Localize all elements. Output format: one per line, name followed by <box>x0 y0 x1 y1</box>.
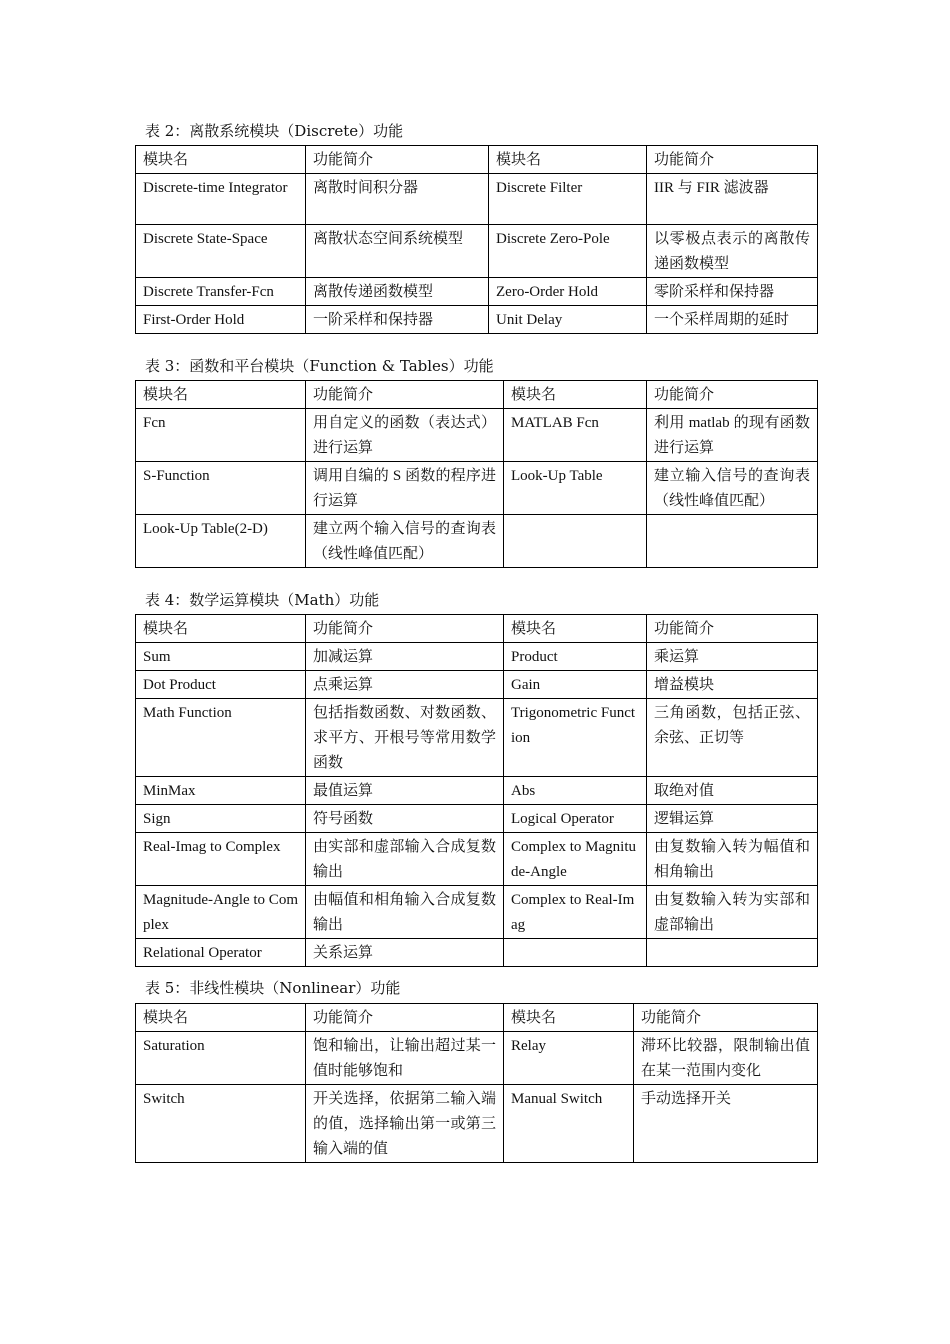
table-cell: Math Function <box>136 699 306 777</box>
header-cell: 模块名 <box>136 146 306 174</box>
header-cell: 模块名 <box>136 1004 306 1032</box>
table-cell <box>647 515 818 568</box>
table-cell: 由幅值和相角输入合成复数输出 <box>306 886 504 939</box>
table-cell: MATLAB Fcn <box>504 409 647 462</box>
header-cell: 功能简介 <box>306 381 504 409</box>
table-cell: 离散时间积分器 <box>306 174 489 225</box>
table-cell: Relay <box>504 1032 634 1085</box>
table-cell: 由实部和虚部输入合成复数输出 <box>306 833 504 886</box>
table-2-discrete <box>135 145 818 334</box>
header-cell: 模块名 <box>504 615 647 643</box>
table-cell: 乘运算 <box>647 643 818 671</box>
table-cell: 包括指数函数、对数函数、求平方、开根号等常用数学函数 <box>306 699 504 777</box>
table-cell: 三角函数，包括正弦、余弦、正切等 <box>647 699 818 777</box>
table-cell: Zero-Order Hold <box>489 278 647 306</box>
header-cell: 功能简介 <box>634 1004 818 1032</box>
table-5-caption: 表 5：非线性模块（Nonlinear）功能 <box>145 979 401 997</box>
header-cell: 功能简介 <box>647 381 818 409</box>
table-cell: MinMax <box>136 777 306 805</box>
table-cell: Discrete State-Space <box>136 225 306 278</box>
table-cell: S-Function <box>136 462 306 515</box>
table-cell: 符号函数 <box>306 805 504 833</box>
table-cell: Sum <box>136 643 306 671</box>
table-cell: Dot Product <box>136 671 306 699</box>
table-cell: 手动选择开关 <box>634 1085 818 1163</box>
table-row <box>136 805 818 833</box>
table-cell: 最值运算 <box>306 777 504 805</box>
table-cell: 开关选择，依据第二输入端的值，选择输出第一或第三输入端的值 <box>306 1085 504 1163</box>
table-cell: Discrete-time Integrator <box>136 174 306 225</box>
table-row <box>136 1032 818 1085</box>
table-cell: IIR 与 FIR 滤波器 <box>647 174 818 225</box>
table-4-math <box>135 614 818 967</box>
table-cell: 用自定义的函数（表达式）进行运算 <box>306 409 504 462</box>
table-cell: Look-Up Table <box>504 462 647 515</box>
table-row <box>136 671 818 699</box>
table-cell: Trigonometric Function <box>504 699 647 777</box>
table-cell: Manual Switch <box>504 1085 634 1163</box>
header-cell: 功能简介 <box>306 615 504 643</box>
table-3-caption: 表 3：函数和平台模块（Function & Tables）功能 <box>145 357 494 375</box>
header-cell: 模块名 <box>136 615 306 643</box>
header-cell: 功能简介 <box>306 1004 504 1032</box>
table-row <box>136 225 818 278</box>
table-row <box>136 939 818 967</box>
table-header-row <box>136 381 818 409</box>
table-cell: 以零极点表示的离散传递函数模型 <box>647 225 818 278</box>
table-cell: Look-Up Table(2-D) <box>136 515 306 568</box>
table-cell: Abs <box>504 777 647 805</box>
table-cell: Magnitude-Angle to Complex <box>136 886 306 939</box>
table-header-row <box>136 146 818 174</box>
header-cell: 模块名 <box>489 146 647 174</box>
table-row <box>136 886 818 939</box>
table-cell: Discrete Zero-Pole <box>489 225 647 278</box>
header-cell: 模块名 <box>136 381 306 409</box>
table-row <box>136 833 818 886</box>
table-cell: Product <box>504 643 647 671</box>
table-row <box>136 306 818 334</box>
table-cell: 一阶采样和保持器 <box>306 306 489 334</box>
table-cell: Sign <box>136 805 306 833</box>
table-header-row <box>136 1004 818 1032</box>
table-cell: 建立输入信号的查询表（线性峰值匹配） <box>647 462 818 515</box>
table-cell: Complex to Real-Imag <box>504 886 647 939</box>
table-cell: 点乘运算 <box>306 671 504 699</box>
table-cell: 零阶采样和保持器 <box>647 278 818 306</box>
table-cell: First-Order Hold <box>136 306 306 334</box>
table-row <box>136 643 818 671</box>
table-cell: 由复数输入转为幅值和相角输出 <box>647 833 818 886</box>
table-row <box>136 515 818 568</box>
table-cell <box>647 939 818 967</box>
table-cell: 加减运算 <box>306 643 504 671</box>
table-cell: Real-Imag to Complex <box>136 833 306 886</box>
table-cell: 建立两个输入信号的查询表（线性峰值匹配） <box>306 515 504 568</box>
header-cell: 功能简介 <box>647 615 818 643</box>
table-cell: Fcn <box>136 409 306 462</box>
table-cell: Saturation <box>136 1032 306 1085</box>
table-header-row <box>136 615 818 643</box>
table-cell: 一个采样周期的延时 <box>647 306 818 334</box>
table-cell: 调用自编的 S 函数的程序进行运算 <box>306 462 504 515</box>
table-row <box>136 1085 818 1163</box>
table-cell: Logical Operator <box>504 805 647 833</box>
table-cell: Switch <box>136 1085 306 1163</box>
table-cell: 滞环比较器，限制输出值在某一范围内变化 <box>634 1032 818 1085</box>
table-cell: Unit Delay <box>489 306 647 334</box>
table-cell: Discrete Transfer-Fcn <box>136 278 306 306</box>
table-cell: Discrete Filter <box>489 174 647 225</box>
header-cell: 模块名 <box>504 381 647 409</box>
table-cell: 离散状态空间系统模型 <box>306 225 489 278</box>
table-cell: 增益模块 <box>647 671 818 699</box>
table-3-function-tables <box>135 380 818 568</box>
table-row <box>136 409 818 462</box>
table-row <box>136 278 818 306</box>
table-2-caption: 表 2：离散系统模块（Discrete）功能 <box>145 122 404 140</box>
table-cell <box>504 939 647 967</box>
table-cell: 逻辑运算 <box>647 805 818 833</box>
table-cell <box>504 515 647 568</box>
table-5-nonlinear <box>135 1003 818 1163</box>
table-row <box>136 174 818 225</box>
table-4-caption: 表 4：数学运算模块（Math）功能 <box>145 591 380 609</box>
table-cell: 饱和输出，让输出超过某一值时能够饱和 <box>306 1032 504 1085</box>
header-cell: 功能简介 <box>647 146 818 174</box>
table-row <box>136 777 818 805</box>
table-cell: Complex to Magnitude-Angle <box>504 833 647 886</box>
table-cell: 由复数输入转为实部和虚部输出 <box>647 886 818 939</box>
table-row <box>136 462 818 515</box>
table-cell: 利用 matlab 的现有函数进行运算 <box>647 409 818 462</box>
table-cell: 离散传递函数模型 <box>306 278 489 306</box>
header-cell: 功能简介 <box>306 146 489 174</box>
table-row <box>136 699 818 777</box>
table-cell: 取绝对值 <box>647 777 818 805</box>
table-cell: Relational Operator <box>136 939 306 967</box>
header-cell: 模块名 <box>504 1004 634 1032</box>
table-cell: 关系运算 <box>306 939 504 967</box>
table-cell: Gain <box>504 671 647 699</box>
